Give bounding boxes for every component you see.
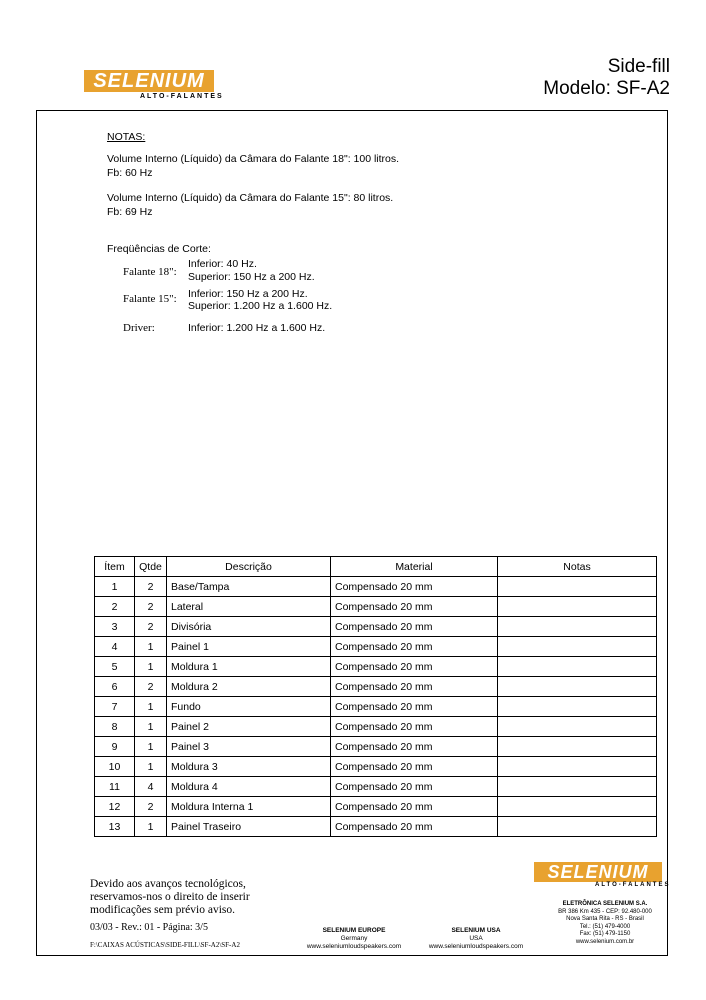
cell-qty: 1 [135, 697, 167, 717]
notes-vol15: Volume Interno (Líquido) da Câmara do Falante 15": 80 litros. [107, 192, 394, 204]
notes-freq-heading: Freqüências de Corte: [107, 243, 211, 255]
company-name: ELETRÔNICA SELENIUM S.A. [562, 901, 648, 907]
europe-country: Germany [340, 935, 368, 942]
cell-material: Compensado 20 mm [331, 817, 498, 837]
cell-notes [498, 697, 657, 717]
cell-notes [498, 797, 657, 817]
disclaimer-line-3: modificações sem prévio aviso. [90, 904, 235, 916]
cutoff-label-driver: Driver: [123, 322, 155, 334]
cell-material: Compensado 20 mm [331, 717, 498, 737]
cell-notes [498, 617, 657, 637]
cell-notes [498, 777, 657, 797]
cutoff-label-15: Falante 15": [123, 293, 177, 305]
cell-item: 12 [95, 797, 135, 817]
table-row [95, 817, 657, 837]
cell-notes [498, 597, 657, 617]
cell-description: Base/Tampa [167, 577, 331, 597]
cell-notes [498, 737, 657, 757]
cell-notes [498, 757, 657, 777]
cell-item: 1 [95, 577, 135, 597]
cell-description: Moldura 3 [167, 757, 331, 777]
cell-item: 6 [95, 677, 135, 697]
table-row [95, 617, 657, 637]
cell-qty: 2 [135, 677, 167, 697]
title-line-2: Modelo: SF-A2 [543, 78, 670, 99]
usa-name: SELENIUM USA [451, 927, 501, 934]
cutoff-label-18: Falante 18": [123, 266, 177, 278]
cell-item: 2 [95, 597, 135, 617]
cell-qty: 1 [135, 757, 167, 777]
cell-qty: 4 [135, 777, 167, 797]
phone: Tel.: (51) 479-4000 [579, 923, 631, 930]
cutoff-driver-line1: Inferior: 1.200 Hz a 1.600 Hz. [188, 322, 326, 334]
usa-url: www.seleniumloudspeakers.com [428, 943, 524, 950]
address-line-2: Nova Santa Rita - RS - Brasil [566, 916, 644, 922]
company-info [548, 901, 662, 946]
fax: Fax: (51) 479-1150 [579, 931, 631, 937]
disclaimer [90, 878, 250, 917]
europe-name: SELENIUM EUROPE [322, 927, 386, 934]
parts-table [94, 556, 657, 837]
cell-item: 13 [95, 817, 135, 837]
table-row [95, 677, 657, 697]
cell-qty: 2 [135, 597, 167, 617]
logo-subtitle: ALTO-FALANTES [140, 93, 224, 100]
table-row [95, 597, 657, 617]
table-row [95, 577, 657, 597]
cell-item: 5 [95, 657, 135, 677]
table-row [95, 777, 657, 797]
cell-notes [498, 677, 657, 697]
document-title [543, 56, 670, 100]
cell-material: Compensado 20 mm [331, 617, 498, 637]
cell-description: Lateral [167, 597, 331, 617]
footer-selenium-logo: SELENIUM [534, 862, 662, 882]
cell-item: 4 [95, 637, 135, 657]
cutoff-18-line1: Inferior: 40 Hz. [188, 258, 257, 270]
cell-material: Compensado 20 mm [331, 757, 498, 777]
disclaimer-line-2: reservamos-nos o direito de inserir [90, 891, 250, 903]
cell-notes [498, 657, 657, 677]
cell-notes [498, 577, 657, 597]
cell-description: Moldura Interna 1 [167, 797, 331, 817]
cell-qty: 1 [135, 717, 167, 737]
cell-item: 3 [95, 617, 135, 637]
cell-item: 9 [95, 737, 135, 757]
cutoff-15-line2: Superior: 1.200 Hz a 1.600 Hz. [188, 300, 333, 312]
cell-description: Painel 2 [167, 717, 331, 737]
table-row [95, 717, 657, 737]
website: www.selenium.com.br [575, 938, 635, 945]
europe-office [298, 927, 410, 951]
cell-description: Moldura 2 [167, 677, 331, 697]
cell-qty: 1 [135, 637, 167, 657]
title-line-1: Side-fill [607, 56, 670, 77]
cell-notes [498, 817, 657, 837]
table-row [95, 657, 657, 677]
cell-notes [498, 637, 657, 657]
cell-description: Moldura 4 [167, 777, 331, 797]
cell-qty: 1 [135, 657, 167, 677]
europe-url: www.seleniumloudspeakers.com [306, 943, 402, 950]
cell-item: 11 [95, 777, 135, 797]
cell-notes [498, 717, 657, 737]
disclaimer-line-1: Devido aos avanços tecnológicos, [90, 878, 246, 890]
cell-qty: 1 [135, 817, 167, 837]
cell-qty: 2 [135, 577, 167, 597]
table-row [95, 797, 657, 817]
cell-item: 8 [95, 717, 135, 737]
address-line-1: BR 386 Km 435 - CEP: 92.480-000 [558, 908, 652, 915]
table-row [95, 637, 657, 657]
cell-material: Compensado 20 mm [331, 737, 498, 757]
revision-info: 03/03 - Rev.: 01 - Página: 3/5 [90, 922, 208, 933]
header-qty: Qtde [135, 557, 167, 577]
cell-description: Painel 3 [167, 737, 331, 757]
cutoff-15-line1: Inferior: 150 Hz a 200 Hz. [188, 288, 308, 300]
header-notes: Notas [498, 557, 657, 577]
cell-description: Moldura 1 [167, 657, 331, 677]
usa-country: USA [469, 935, 483, 942]
cell-description: Fundo [167, 697, 331, 717]
table-body [95, 577, 657, 837]
header-material: Material [331, 557, 498, 577]
cell-material: Compensado 20 mm [331, 637, 498, 657]
table-header-row [95, 557, 657, 577]
cell-qty: 1 [135, 737, 167, 757]
cell-description: Painel 1 [167, 637, 331, 657]
table-row [95, 697, 657, 717]
file-path: F:\CAIXAS ACÚSTICAS\SIDE-FILL\SF-A2\SF-A2 [90, 941, 240, 949]
cell-material: Compensado 20 mm [331, 697, 498, 717]
table-row [95, 757, 657, 777]
header-item: Ítem [95, 557, 135, 577]
cell-material: Compensado 20 mm [331, 657, 498, 677]
cutoff-18-line2: Superior: 150 Hz a 200 Hz. [188, 271, 315, 283]
cell-qty: 2 [135, 797, 167, 817]
notes-heading: NOTAS: [107, 131, 146, 143]
footer-logo-subtitle: ALTO-FALANTES [595, 882, 671, 888]
table-row [95, 737, 657, 757]
notes-fb15: Fb: 69 Hz [107, 206, 153, 218]
notes-vol18: Volume Interno (Líquido) da Câmara do Falante 18": 100 litros. [107, 153, 400, 165]
cell-material: Compensado 20 mm [331, 777, 498, 797]
selenium-logo: SELENIUM [84, 70, 214, 92]
header-description: Descrição [167, 557, 331, 577]
cell-material: Compensado 20 mm [331, 797, 498, 817]
cell-material: Compensado 20 mm [331, 677, 498, 697]
cell-description: Painel Traseiro [167, 817, 331, 837]
cell-description: Divisória [167, 617, 331, 637]
cell-item: 7 [95, 697, 135, 717]
cell-material: Compensado 20 mm [331, 577, 498, 597]
cell-item: 10 [95, 757, 135, 777]
cell-material: Compensado 20 mm [331, 597, 498, 617]
usa-office [420, 927, 532, 951]
notes-fb18: Fb: 60 Hz [107, 167, 153, 179]
cell-qty: 2 [135, 617, 167, 637]
